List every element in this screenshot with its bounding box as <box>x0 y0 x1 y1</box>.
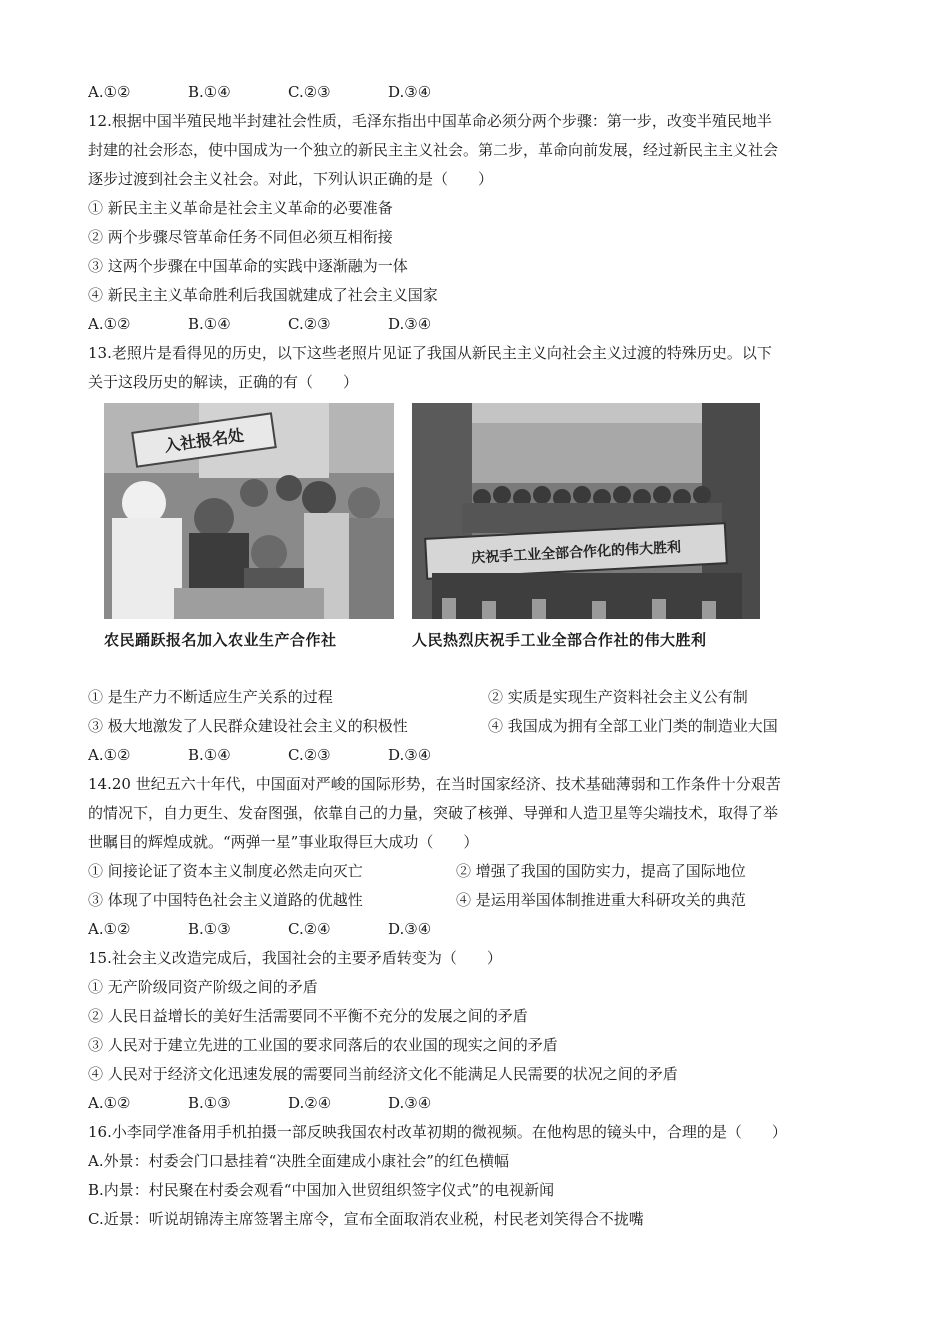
q14-statements-row-2 <box>88 886 866 915</box>
photo-1-caption: 农民踊跃报名加入农业生产合作社 <box>104 631 337 649</box>
q14-options <box>88 915 866 944</box>
q16-choice-a: A.外景：村委会门口悬挂着“决胜全面建成小康社会”的红色横幅 <box>88 1152 509 1170</box>
q14-option-a: A.①② <box>88 920 131 938</box>
q14-stem-line-3: 世瞩目的辉煌成就。“两弹一星”事业取得巨大成功（ ） <box>88 833 479 851</box>
q14-statements-row-1 <box>88 857 866 886</box>
q14-option-b: B.①③ <box>188 920 231 938</box>
q13-statement-4: ④ 我国成为拥有全部工业门类的制造业大国 <box>488 717 778 735</box>
q12-stem-line-2: 封建的社会形态，使中国成为一个独立的新民主主义社会。第二步，革命向前发展，经过新民主主义社会 <box>88 141 779 159</box>
q12-option-b: B.①④ <box>188 315 231 333</box>
q13-options <box>88 741 866 770</box>
q13-option-b: B.①④ <box>188 746 231 764</box>
q14-option-d: D.③④ <box>388 920 432 938</box>
question-16 <box>88 1118 866 1234</box>
q15-statement-1: ① 无产阶级同资产阶级之间的矛盾 <box>88 978 318 996</box>
q12-stem-line-1: 12.根据中国半殖民地半封建社会性质，毛泽东指出中国革命必须分两个步骤：第一步，改变半殖民地半 <box>88 112 772 130</box>
question-14 <box>88 770 866 944</box>
q12-statement-3: ③ 这两个步骤在中国革命的实践中逐渐融为一体 <box>88 257 408 275</box>
q13-stem-line-2: 关于这段历史的解读，正确的有（ ） <box>88 373 359 391</box>
q14-statement-1: ① 间接论证了资本主义制度必然走向灭亡 <box>88 862 363 880</box>
q12-option-c: C.②③ <box>288 315 331 333</box>
q13-option-d: D.③④ <box>388 746 432 764</box>
q11-options <box>88 78 866 107</box>
exam-page <box>88 78 866 1234</box>
q11-option-a: A.①② <box>88 83 131 101</box>
q15-statement-2: ② 人民日益增长的美好生活需要同不平衡不充分的发展之间的矛盾 <box>88 1007 528 1025</box>
photo-2-caption: 人民热烈庆祝手工业全部合作社的伟大胜利 <box>412 631 707 649</box>
question-13 <box>88 339 866 770</box>
q15-statement-4: ④ 人民对于经济文化迅速发展的需要同当前经济文化不能满足人民需要的状况之间的矛盾 <box>88 1065 678 1083</box>
q15-option-d: D.③④ <box>388 1094 432 1112</box>
q14-stem-line-1: 14.20 世纪五六十年代，中国面对严峻的国际形势，在当时国家经济、技术基础薄弱和工作条件十分艰苦 <box>88 775 781 793</box>
photo-1-sign-text: 入社报名处 <box>163 425 246 456</box>
q15-stem-line-1: 15.社会主义改造完成后，我国社会的主要矛盾转变为（ ） <box>88 949 502 967</box>
q13-stem-line-1: 13.老照片是看得见的历史，以下这些老照片见证了我国从新民主主义向社会主义过渡的特殊历史。以下 <box>88 344 772 362</box>
q15-options <box>88 1089 866 1118</box>
q14-statement-3: ③ 体现了中国特色社会主义道路的优越性 <box>88 891 363 909</box>
q16-choice-c: C.近景：听说胡锦涛主席签署主席令，宣布全面取消农业税，村民老刘笑得合不拢嘴 <box>88 1210 644 1228</box>
photo-2-banner-text: 庆祝手工业全部合作化的伟大胜利 <box>470 539 682 567</box>
q13-option-a: A.①② <box>88 746 131 764</box>
q16-stem-line-1: 16.小李同学准备用手机拍摄一部反映我国农村改革初期的微视频。在他构思的镜头中，合理的是（ ） <box>88 1123 787 1141</box>
photo-2-block <box>412 403 760 683</box>
q13-photos <box>104 403 866 683</box>
q14-option-c: C.②④ <box>288 920 331 938</box>
q13-statement-1: ① 是生产力不断适应生产关系的过程 <box>88 688 333 706</box>
q13-statements-row-1 <box>88 683 866 712</box>
q11-option-d: D.③④ <box>388 83 432 101</box>
q12-option-d: D.③④ <box>388 315 432 333</box>
q12-options <box>88 310 866 339</box>
q14-stem-line-2: 的情况下，自力更生、发奋图强，依靠自己的力量，突破了核弹、导弹和人造卫星等尖端技术，取得了举 <box>88 804 779 822</box>
q14-statement-4: ④ 是运用举国体制推进重大科研攻关的典范 <box>456 891 746 909</box>
q14-statement-2: ② 增强了我国的国防实力，提高了国际地位 <box>456 862 746 880</box>
question-12 <box>88 107 866 339</box>
q13-statements-row-2 <box>88 712 866 741</box>
q13-statement-3: ③ 极大地激发了人民群众建设社会主义的积极性 <box>88 717 408 735</box>
q15-option-a: A.①② <box>88 1094 131 1112</box>
q13-option-c: C.②③ <box>288 746 331 764</box>
q11-option-c: C.②③ <box>288 83 331 101</box>
question-15 <box>88 944 866 1118</box>
photo-handicraft-celebration <box>412 403 760 619</box>
q16-choice-b: B.内景：村民聚在村委会观看“中国加入世贸组织签字仪式”的电视新闻 <box>88 1181 555 1199</box>
q15-statement-3: ③ 人民对于建立先进的工业国的要求同落后的农业国的现实之间的矛盾 <box>88 1036 558 1054</box>
photo-1-block <box>104 403 394 683</box>
q12-statement-2: ② 两个步骤尽管革命任务不同但必须互相衔接 <box>88 228 393 246</box>
q11-option-b: B.①④ <box>188 83 231 101</box>
q12-statement-4: ④ 新民主主义革命胜利后我国就建成了社会主义国家 <box>88 286 438 304</box>
q15-option-c: D.②④ <box>288 1094 332 1112</box>
q15-option-b: B.①③ <box>188 1094 231 1112</box>
q12-option-a: A.①② <box>88 315 131 333</box>
q12-statement-1: ① 新民主主义革命是社会主义革命的必要准备 <box>88 199 393 217</box>
q12-stem-line-3: 逐步过渡到社会主义社会。对此，下列认识正确的是（ ） <box>88 170 494 188</box>
q13-statement-2: ② 实质是实现生产资料社会主义公有制 <box>488 688 748 706</box>
photo-farmers-signup <box>104 403 394 619</box>
